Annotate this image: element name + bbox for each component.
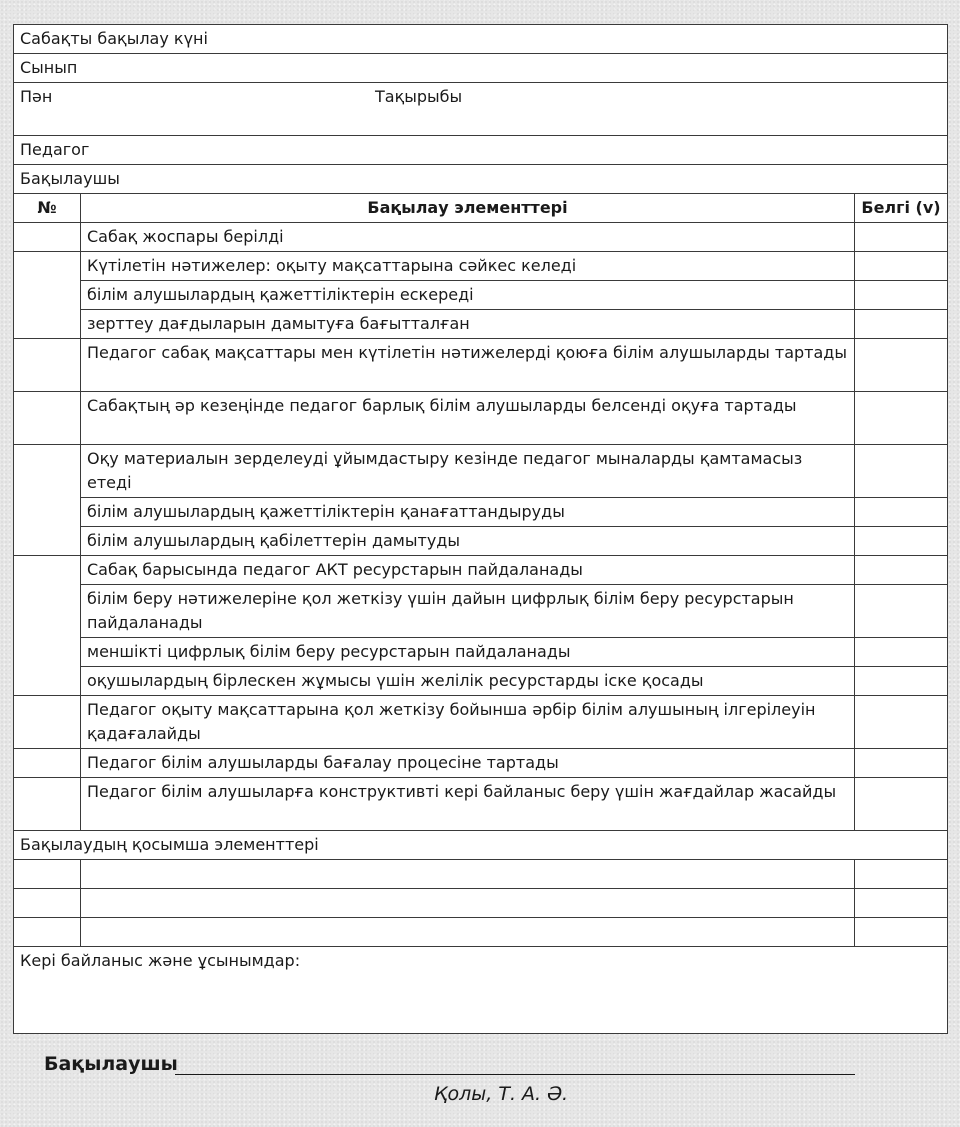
element-text: Күтілетін нәтижелер: оқыту мақсаттарына сәйкес келеді <box>81 252 855 281</box>
number-cell[interactable] <box>14 860 81 889</box>
mark-cell[interactable] <box>855 749 948 778</box>
table-row <box>14 778 948 831</box>
table-row <box>14 392 948 445</box>
table-row <box>14 749 948 778</box>
mark-cell[interactable] <box>855 860 948 889</box>
number-cell[interactable] <box>14 696 81 749</box>
col-elements-header: Бақылау элементтері <box>81 194 855 223</box>
number-cell[interactable] <box>14 223 81 252</box>
mark-cell[interactable] <box>855 696 948 749</box>
topic-label: Тақырыбы <box>375 87 463 106</box>
number-cell[interactable] <box>14 778 81 831</box>
element-text: Педагог білім алушыларды бағалау процесіне тартады <box>81 749 855 778</box>
element-text: білім беру нәтижелеріне қол жеткізу үшін дайын цифрлық білім беру ресурстарын пайдаланады <box>81 585 855 638</box>
table-row <box>14 223 948 252</box>
subject-topic-field[interactable] <box>14 83 948 136</box>
element-text: Педагог сабақ мақсаттары мен күтілетін нәтижелерді қоюға білім алушыларды тартады <box>81 339 855 392</box>
mark-cell[interactable] <box>855 339 948 392</box>
table-row <box>14 498 948 527</box>
signature-caption: Қолы, Т. А. Ә. <box>434 1083 569 1105</box>
observer-field[interactable] <box>14 165 948 194</box>
mark-cell[interactable] <box>855 223 948 252</box>
mark-cell[interactable] <box>855 527 948 556</box>
table-row <box>14 696 948 749</box>
element-text: Оқу материалын зерделеуді ұйымдастыру кезінде педагог мыналарды қамтамасыз етеді <box>81 445 855 498</box>
feedback-field[interactable] <box>14 947 948 1034</box>
class-label: Сынып <box>20 58 78 77</box>
table-row <box>14 585 948 638</box>
table-row <box>14 556 948 585</box>
observer-label: Бақылаушы <box>20 169 120 188</box>
table-row <box>14 445 948 498</box>
additional-elements-heading: Бақылаудың қосымша элементтері <box>14 831 948 860</box>
number-cell[interactable] <box>14 556 81 696</box>
element-cell[interactable] <box>81 918 855 947</box>
element-text: Сабақтың әр кезеңінде педагог барлық білім алушыларды белсенді оқуға тартады <box>81 392 855 445</box>
element-text: меншікті цифрлық білім беру ресурстарын пайдаланады <box>81 638 855 667</box>
date-label: Сабақты бақылау күні <box>20 29 208 48</box>
mark-cell[interactable] <box>855 498 948 527</box>
table-header <box>14 194 948 223</box>
mark-cell[interactable] <box>855 889 948 918</box>
mark-cell[interactable] <box>855 310 948 339</box>
table-row <box>14 252 948 281</box>
element-cell[interactable] <box>81 889 855 918</box>
element-text: білім алушылардың қабілеттерін дамытуды <box>81 527 855 556</box>
table-row <box>14 889 948 918</box>
table-row <box>14 860 948 889</box>
col-mark-header: Белгі (v) <box>855 194 948 223</box>
mark-cell[interactable] <box>855 281 948 310</box>
element-text: білім алушылардың қажеттіліктерін ескереді <box>81 281 855 310</box>
class-field[interactable] <box>14 54 948 83</box>
teacher-field[interactable] <box>14 136 948 165</box>
mark-cell[interactable] <box>855 252 948 281</box>
signature-block <box>0 1046 960 1116</box>
table-row <box>14 281 948 310</box>
table-row <box>14 310 948 339</box>
number-cell[interactable] <box>14 392 81 445</box>
mark-cell[interactable] <box>855 667 948 696</box>
table-row <box>14 527 948 556</box>
number-cell[interactable] <box>14 749 81 778</box>
number-cell[interactable] <box>14 252 81 339</box>
table-row <box>14 918 948 947</box>
table-row <box>14 638 948 667</box>
mark-cell[interactable] <box>855 638 948 667</box>
subject-label: Пән <box>20 87 53 106</box>
number-cell[interactable] <box>14 445 81 556</box>
mark-cell[interactable] <box>855 445 948 498</box>
element-text: оқушылардың бірлескен жұмысы үшін желілік ресурстарды іске қосады <box>81 667 855 696</box>
teacher-label: Педагог <box>20 140 90 159</box>
mark-cell[interactable] <box>855 585 948 638</box>
element-text: Сабақ жоспары берілді <box>81 223 855 252</box>
element-text: зерттеу дағдыларын дамытуға бағытталған <box>81 310 855 339</box>
lesson-observation-form <box>13 24 948 1034</box>
table-row <box>14 339 948 392</box>
number-cell[interactable] <box>14 889 81 918</box>
number-cell[interactable] <box>14 339 81 392</box>
mark-cell[interactable] <box>855 778 948 831</box>
mark-cell[interactable] <box>855 392 948 445</box>
signature-line[interactable] <box>175 1074 855 1075</box>
mark-cell[interactable] <box>855 918 948 947</box>
footer-observer-label: Бақылаушы <box>44 1053 178 1075</box>
number-cell[interactable] <box>14 918 81 947</box>
feedback-label: Кері байланыс және ұсынымдар: <box>20 951 301 970</box>
element-text: Педагог оқыту мақсаттарына қол жеткізу бойынша әрбір білім алушының ілгерілеуін қадағалайды <box>81 696 855 749</box>
date-field[interactable] <box>14 25 948 54</box>
mark-cell[interactable] <box>855 556 948 585</box>
element-text: Педагог білім алушыларға конструктивті кері байланыс беру үшін жағдайлар жасайды <box>81 778 855 831</box>
element-text: Сабақ барысында педагог АКТ ресурстарын пайдаланады <box>81 556 855 585</box>
element-text: білім алушылардың қажеттіліктерін қанағаттандыруды <box>81 498 855 527</box>
element-cell[interactable] <box>81 860 855 889</box>
table-row <box>14 667 948 696</box>
col-number-header: № <box>14 194 81 223</box>
